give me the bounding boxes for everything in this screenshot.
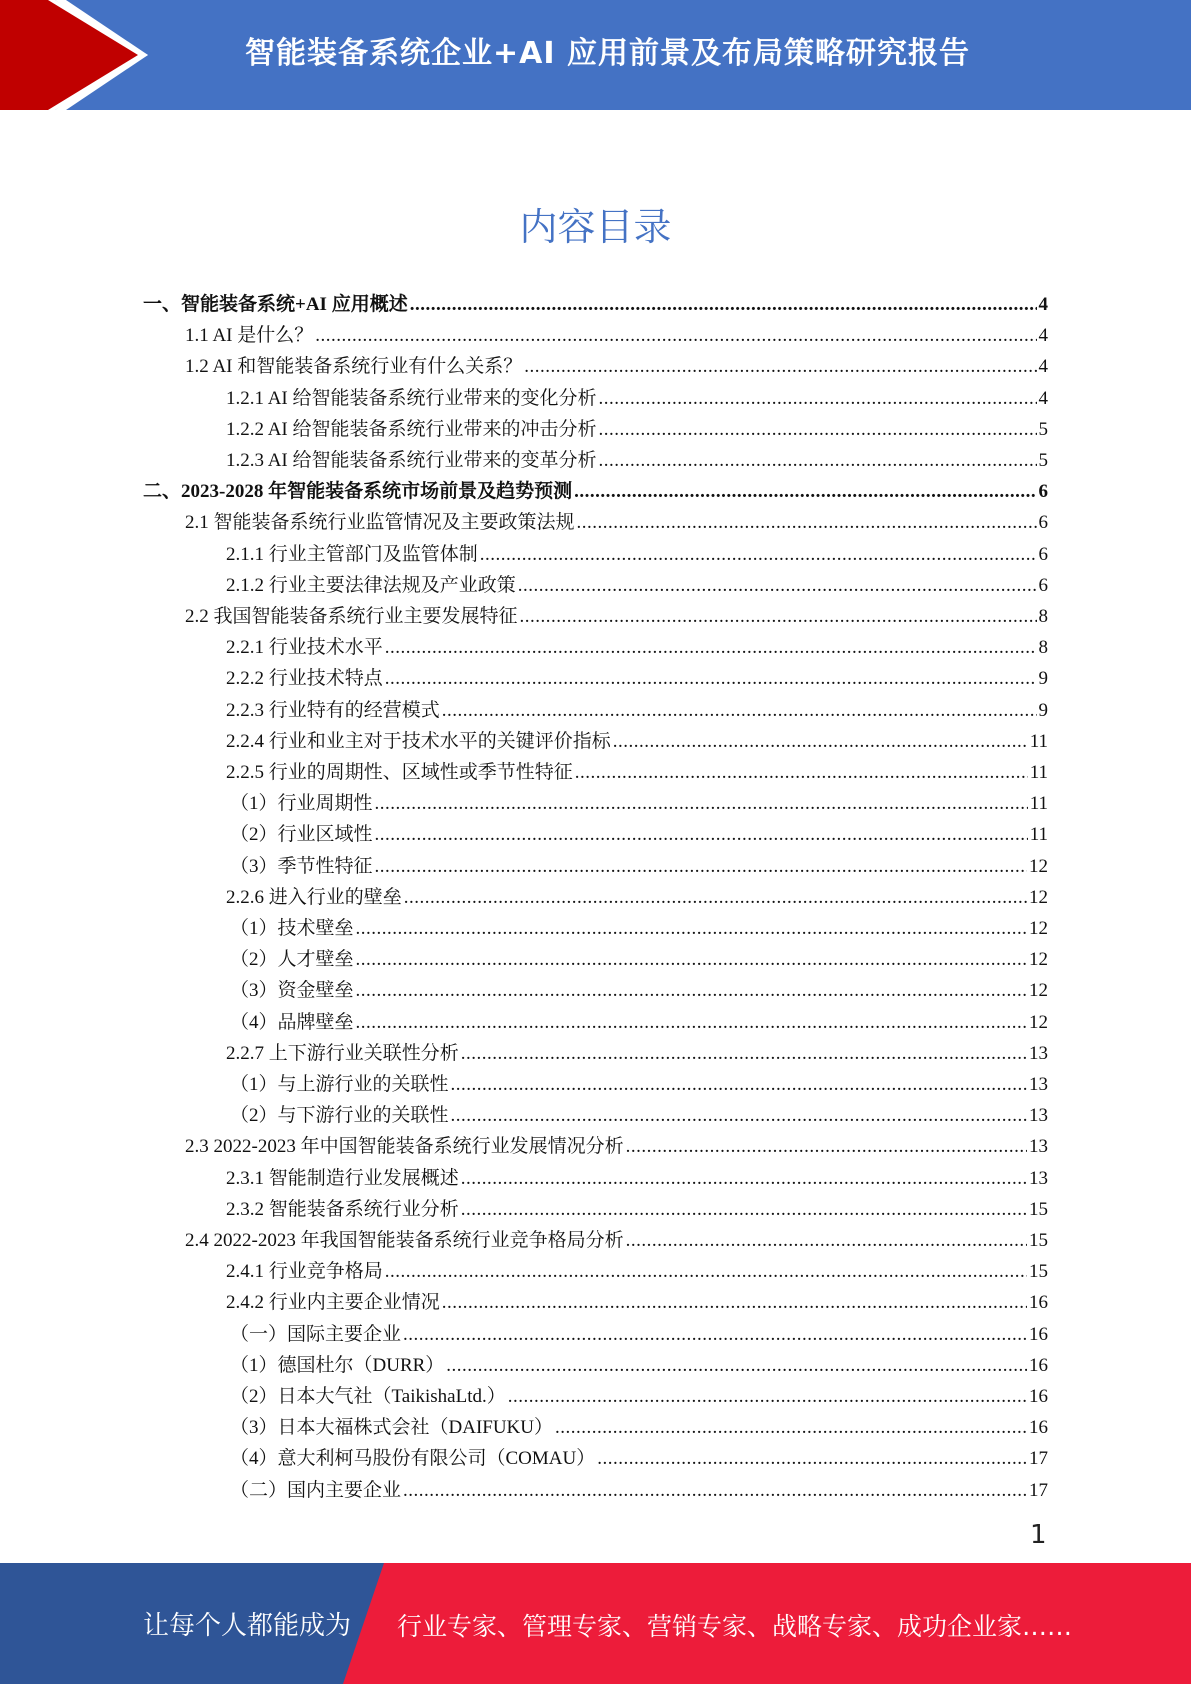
- toc-entry-page: 8: [1038, 637, 1048, 659]
- toc-leader-dots: [461, 1168, 1027, 1190]
- toc-entry[interactable]: [230, 1003, 1048, 1034]
- toc-entry-page: 12: [1029, 1011, 1048, 1033]
- toc-leader-dots: [403, 1324, 1027, 1346]
- toc-leader-dots: [461, 1043, 1027, 1065]
- toc-leader-dots: [461, 1199, 1027, 1221]
- toc-entry-label: （2）人才壁垒: [230, 949, 354, 971]
- toc-entry-page: 13: [1029, 1167, 1048, 1189]
- toc-entry-label: 2.2.6 进入行业的壁垒: [226, 886, 402, 908]
- toc-entry[interactable]: [230, 1439, 1048, 1470]
- toc-entry[interactable]: [226, 441, 1048, 472]
- header-title: 智能装备系统企业+AI 应用前景及布局策略研究报告: [245, 36, 970, 71]
- toc-entry-label: 2.2.3 行业特有的经营模式: [226, 699, 440, 721]
- toc-entry-label: （1）与上游行业的关联性: [230, 1074, 449, 1095]
- footer-slogan-right: 行业专家、管理专家、营销专家、战略专家、成功企业家……: [397, 1612, 1073, 1641]
- toc-entry[interactable]: [185, 316, 1048, 347]
- toc-entry-label: 2.2.7 上下游行业关联性分析: [226, 1042, 459, 1064]
- toc-entry-page: 15: [1029, 1198, 1048, 1220]
- toc-entry-page: 16: [1029, 1354, 1048, 1376]
- toc-entry[interactable]: [226, 379, 1048, 410]
- toc-entry-page: 16: [1029, 1417, 1048, 1439]
- toc-entry-label: 2.3.1 智能制造行业发展概述: [226, 1167, 459, 1189]
- toc-leader-dots: [626, 1230, 1027, 1252]
- toc-entry-label: 2.3.2 智能装备系统行业分析: [226, 1198, 459, 1220]
- toc-leader-dots: [599, 419, 1037, 441]
- toc-entry-page: 11: [1029, 793, 1048, 815]
- toc-entry-label: （1）德国杜尔（DURR）: [230, 1354, 445, 1376]
- toc-entry-page: 6: [1038, 574, 1048, 596]
- toc-entry[interactable]: [226, 1034, 1048, 1065]
- toc-entry-label: （3）日本大福株式会社（DAIFUKU）: [230, 1417, 554, 1439]
- toc-entry-page: 12: [1029, 949, 1048, 971]
- toc-entry-label: （4）品牌壁垒: [230, 1011, 354, 1033]
- toc-entry[interactable]: [230, 1346, 1048, 1377]
- toc-leader-dots: [375, 793, 1028, 815]
- toc-leader-dots: [385, 637, 1037, 659]
- toc-leader-dots: [315, 325, 1036, 347]
- toc-leader-dots: [451, 1074, 1027, 1096]
- toc-entry[interactable]: [230, 784, 1048, 815]
- toc-entry[interactable]: [226, 1252, 1048, 1283]
- toc-leader-dots: [575, 762, 1028, 784]
- toc-entry-page: 6: [1038, 512, 1048, 534]
- toc-entry-label: 2.3 2022-2023 年中国智能装备系统行业发展情况分析: [185, 1136, 624, 1158]
- toc-entry-page: 16: [1029, 1292, 1048, 1314]
- toc-entry[interactable]: [230, 940, 1048, 971]
- toc-entry-page: 5: [1038, 450, 1048, 471]
- toc-entry-label: （2）行业区域性: [230, 824, 373, 846]
- toc-leader-dots: [451, 1105, 1027, 1127]
- toc-entry-page: 12: [1029, 886, 1048, 908]
- toc-entry-page: 12: [1029, 855, 1048, 877]
- toc-entry-page: 4: [1038, 294, 1048, 315]
- toc-leader-dots: [597, 1448, 1027, 1470]
- toc-entry[interactable]: [230, 847, 1048, 878]
- toc-leader-dots: [577, 512, 1037, 534]
- toc-entry-page: 6: [1038, 481, 1048, 503]
- toc-entry[interactable]: [230, 1315, 1048, 1346]
- toc-leader-dots: [375, 856, 1027, 878]
- toc-entry-page: 11: [1029, 824, 1048, 846]
- toc-entry-page: 4: [1038, 356, 1048, 378]
- toc-entry-page: 13: [1029, 1042, 1048, 1064]
- toc-leader-dots: [508, 1386, 1027, 1408]
- toc-entry[interactable]: [143, 285, 1048, 316]
- toc-entry-label: 1.2.1 AI 给智能装备系统行业带来的变化分析: [226, 387, 597, 409]
- toc-entry-page: 12: [1029, 918, 1048, 939]
- toc-leader-dots: [599, 388, 1037, 410]
- toc-entry[interactable]: [185, 503, 1048, 534]
- toc-entry[interactable]: [230, 1471, 1048, 1502]
- toc-leader-dots: [520, 606, 1037, 628]
- toc-entry[interactable]: [226, 410, 1048, 441]
- toc-entry-label: 2.4 2022-2023 年我国智能装备系统行业竞争格局分析: [185, 1230, 624, 1251]
- toc-entry[interactable]: [226, 566, 1048, 597]
- toc-leader-dots: [385, 1261, 1027, 1283]
- footer-band: [0, 1563, 1191, 1684]
- toc-leader-dots: [626, 1136, 1027, 1158]
- toc-entry[interactable]: [226, 535, 1048, 566]
- toc-leader-dots: [356, 949, 1027, 971]
- toc-entry-label: （二）国内主要企业: [230, 1479, 402, 1501]
- toc-entry[interactable]: [185, 347, 1048, 378]
- toc-entry-label: （4）意大利柯马股份有限公司（COMAU）: [230, 1448, 596, 1470]
- toc-entry[interactable]: [185, 1127, 1048, 1158]
- toc-entry-page: 9: [1038, 668, 1048, 690]
- toc-entry[interactable]: [230, 971, 1048, 1002]
- toc-leader-dots: [574, 481, 1036, 503]
- toc-entry[interactable]: [226, 722, 1048, 753]
- toc-leader-dots: [356, 1012, 1027, 1034]
- toc-entry[interactable]: [143, 472, 1048, 503]
- toc-entry-page: 15: [1029, 1261, 1048, 1283]
- toc-entry[interactable]: [185, 1221, 1048, 1252]
- toc-title: 内容目录: [519, 205, 672, 249]
- toc-leader-dots: [356, 918, 1027, 940]
- toc-entry-label: 一、智能装备系统+AI 应用概述: [143, 294, 408, 315]
- toc-entry-label: 1.2 AI 和智能装备系统行业有什么关系？: [185, 356, 523, 378]
- toc-entry-label: 2.1.1 行业主管部门及监管体制: [226, 543, 478, 565]
- toc-leader-dots: [518, 575, 1037, 597]
- toc-entry-label: （2）日本大气社（TaikishaLtd.）: [230, 1386, 506, 1407]
- toc-entry[interactable]: [226, 691, 1048, 722]
- toc-entry-label: 1.2.2 AI 给智能装备系统行业带来的冲击分析: [226, 418, 597, 440]
- toc-leader-dots: [375, 824, 1028, 846]
- toc-entry[interactable]: [230, 1377, 1048, 1408]
- toc-leader-dots: [356, 980, 1027, 1002]
- toc-entry-label: 2.4.2 行业内主要企业情况: [226, 1292, 440, 1314]
- toc-leader-dots: [446, 1355, 1027, 1377]
- toc-entry-label: （2）与下游行业的关联性: [230, 1105, 449, 1127]
- toc-entry-page: 8: [1038, 606, 1048, 627]
- toc-entry-label: 2.2.2 行业技术特点: [226, 668, 383, 690]
- toc-leader-dots: [385, 668, 1037, 690]
- toc-entry[interactable]: [226, 1190, 1048, 1221]
- toc-entry-label: 1.2.3 AI 给智能装备系统行业带来的变革分析: [226, 450, 597, 471]
- toc-entry-label: （一）国际主要企业: [230, 1323, 402, 1345]
- toc-entry-label: 2.2.1 行业技术水平: [226, 637, 383, 659]
- toc-leader-dots: [442, 1292, 1027, 1314]
- toc-entry[interactable]: [226, 659, 1048, 690]
- toc-entry-label: （3）季节性特征: [230, 855, 373, 877]
- toc-entry-page: 13: [1029, 1136, 1048, 1158]
- toc-entry-page: 12: [1029, 980, 1048, 1002]
- toc-entry-label: 2.2.4 行业和业主对于技术水平的关键评价指标: [226, 730, 611, 752]
- toc-entry[interactable]: [230, 909, 1048, 940]
- toc-entry-page: 9: [1038, 699, 1048, 721]
- toc-leader-dots: [404, 887, 1027, 909]
- toc-leader-dots: [555, 1417, 1027, 1439]
- toc-entry[interactable]: [226, 1159, 1048, 1190]
- toc-entry-label: （3）资金壁垒: [230, 980, 354, 1002]
- toc-leader-dots: [480, 544, 1037, 566]
- toc-entry[interactable]: [185, 597, 1048, 628]
- toc-entry-label: 2.1.2 行业主要法律法规及产业政策: [226, 574, 516, 596]
- toc-entry-page: 13: [1029, 1074, 1048, 1095]
- toc-entry-label: （1）技术壁垒: [230, 918, 354, 939]
- toc-entry-label: 2.2.5 行业的周期性、区域性或季节性特征: [226, 762, 573, 783]
- toc-entry[interactable]: [226, 1283, 1048, 1314]
- toc-leader-dots: [613, 731, 1028, 753]
- toc-entry-page: 15: [1029, 1230, 1048, 1251]
- toc-entry-page: 4: [1038, 387, 1048, 409]
- toc-entry-page: 11: [1029, 730, 1048, 752]
- toc-entry-label: 2.2 我国智能装备系统行业主要发展特征: [185, 606, 518, 627]
- toc-leader-dots: [403, 1480, 1027, 1502]
- toc-entry-page: 5: [1038, 418, 1048, 440]
- toc-leader-dots: [599, 450, 1037, 472]
- toc-entry-label: 二、2023-2028 年智能装备系统市场前景及趋势预测: [143, 481, 573, 503]
- toc-entry-page: 13: [1029, 1105, 1048, 1127]
- toc-entry[interactable]: [226, 753, 1048, 784]
- footer-slogan-left: 让每个人都能成为: [143, 1611, 352, 1641]
- toc-entry[interactable]: [230, 1065, 1048, 1096]
- toc-entry-page: 16: [1029, 1323, 1048, 1345]
- toc-entry-page: 6: [1038, 543, 1048, 565]
- toc-entry-page: 17: [1029, 1479, 1048, 1501]
- toc-entry[interactable]: [230, 815, 1048, 846]
- toc-entry-page: 4: [1038, 325, 1048, 347]
- toc-leader-dots: [524, 356, 1036, 378]
- toc-entry-label: 2.1 智能装备系统行业监管情况及主要政策法规: [185, 512, 575, 534]
- toc-leader-dots: [442, 700, 1037, 722]
- header-band: [0, 0, 1191, 110]
- toc-leader-dots: [410, 294, 1037, 316]
- toc-entry-page: 17: [1029, 1448, 1048, 1470]
- toc-entry-label: 1.1 AI 是什么？: [185, 325, 314, 347]
- toc-entry-label: （1）行业周期性: [230, 793, 373, 815]
- toc-entry[interactable]: [230, 1096, 1048, 1127]
- page-number: 1: [1030, 1520, 1047, 1550]
- toc-entry-page: 16: [1029, 1386, 1048, 1407]
- toc-entry-page: 11: [1029, 762, 1048, 783]
- toc-entry[interactable]: [230, 1408, 1048, 1439]
- toc-entry[interactable]: [226, 878, 1048, 909]
- toc-entry[interactable]: [226, 628, 1048, 659]
- toc-entry-label: 2.4.1 行业竞争格局: [226, 1261, 383, 1283]
